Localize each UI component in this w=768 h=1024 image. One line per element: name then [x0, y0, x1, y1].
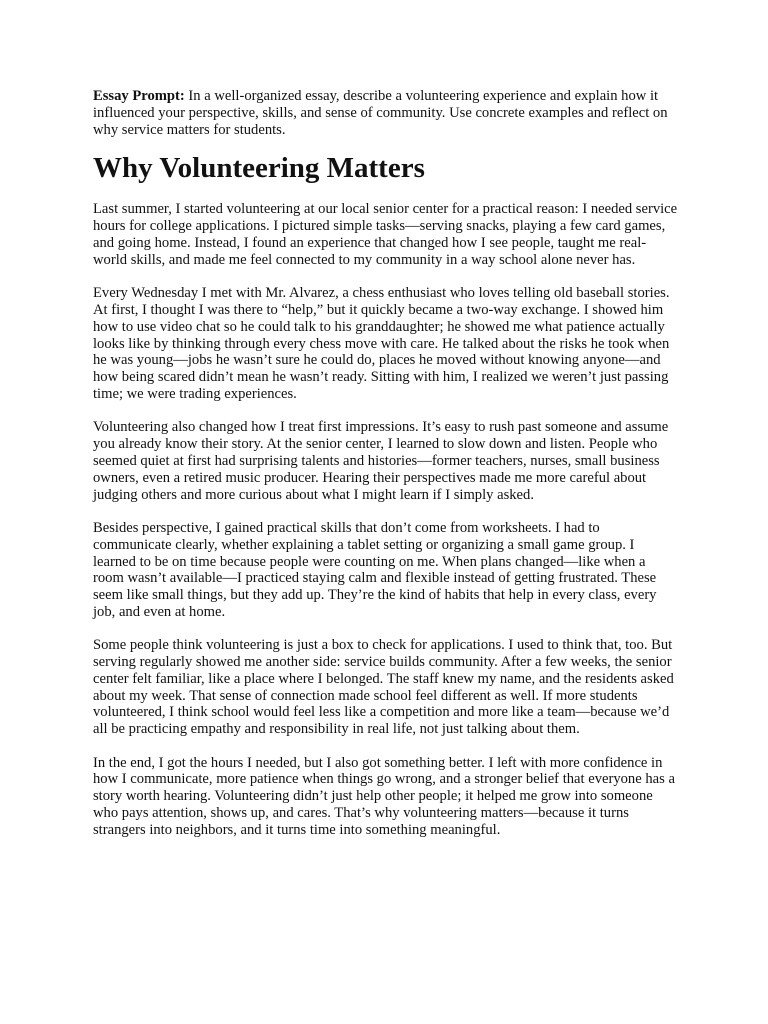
- paragraph-5: Some people think volunteering is just a box to check for applications. I used to think that, too. But serving regularly showed me another side: service builds community. After a few weeks, the senior center felt familiar, like a place where I belonged. The staff knew my name, and the residents asked about my week. That sense of connection made school feel different as well. If more students volunteered, I think school would feel less like a competition and more like a team—because we’d all be practicing empathy and responsibility in real life, not just talking about them.: [93, 637, 674, 738]
- paragraph-3: Volunteering also changed how I treat first impressions. It’s easy to rush past someone and assume you already know their story. At the senior center, I learned to slow down and listen. People who seemed quiet at first had surprising talents and histories—former teachers, nurses, small business owners, even a retired music producer. Hearing their perspectives made me more careful about judging others and more curious about what I might learn if I simply asked.: [93, 419, 669, 503]
- document-page: [93, 88, 678, 839]
- paragraph-1: Last summer, I started volunteering at our local senior center for a practical reason: I needed service hours for college applications. I pictured simple tasks—serving snacks, playing a few card games, and going home. Instead, I found an experience that changed how I see people, taught me real-world skills, and made me feel connected to my community in a way school alone never has.: [93, 201, 678, 268]
- essay-title: Why Volunteering Matters: [93, 152, 425, 185]
- paragraph-6: In the end, I got the hours I needed, but I also got something better. I left with more confidence in how I communicate, more patience when things go wrong, and a stronger belief that everyone has a story worth hearing. Volunteering didn’t just help other people; it helped me grow into someone who pays attention, shows up, and cares. That’s why volunteering matters—because it turns strangers into neighbors, and it turns time into something meaningful.: [93, 754, 675, 838]
- paragraph-4: Besides perspective, I gained practical skills that don’t come from worksheets. I had to communicate clearly, whether explaining a tablet setting or organizing a small game group. I learned to be on time because people were counting on me. When plans changed—like when a room wasn’t available—I practiced staying calm and flexible instead of getting frustrated. These seem like small things, but they add up. They’re the kind of habits that help in every class, every job, and even at home.: [93, 519, 657, 620]
- paragraph-2: Every Wednesday I met with Mr. Alvarez, a chess enthusiast who loves telling old baseball stories. At first, I thought I was there to “help,” but it quickly became a two-way exchange. I showed him how to use video chat so he could talk to his granddaughter; he showed me what patience actually looks like by thinking through every chess move with care. He talked about the risks he took when he was young—jobs he wasn’t sure he could do, places he moved without knowing anyone—and how being scared didn’t mean he wasn’t ready. Sitting with him, I realized we weren’t just passing time; we were trading experiences.: [93, 285, 670, 402]
- essay-prompt: [93, 88, 678, 138]
- essay-prompt-label: Essay Prompt:: [93, 88, 185, 104]
- essay-prompt-text: In a well-organized essay, describe a volunteering experience and explain how it influenced your perspective, skills, and sense of community. Use concrete examples and reflect on why service matters for students.: [93, 88, 668, 138]
